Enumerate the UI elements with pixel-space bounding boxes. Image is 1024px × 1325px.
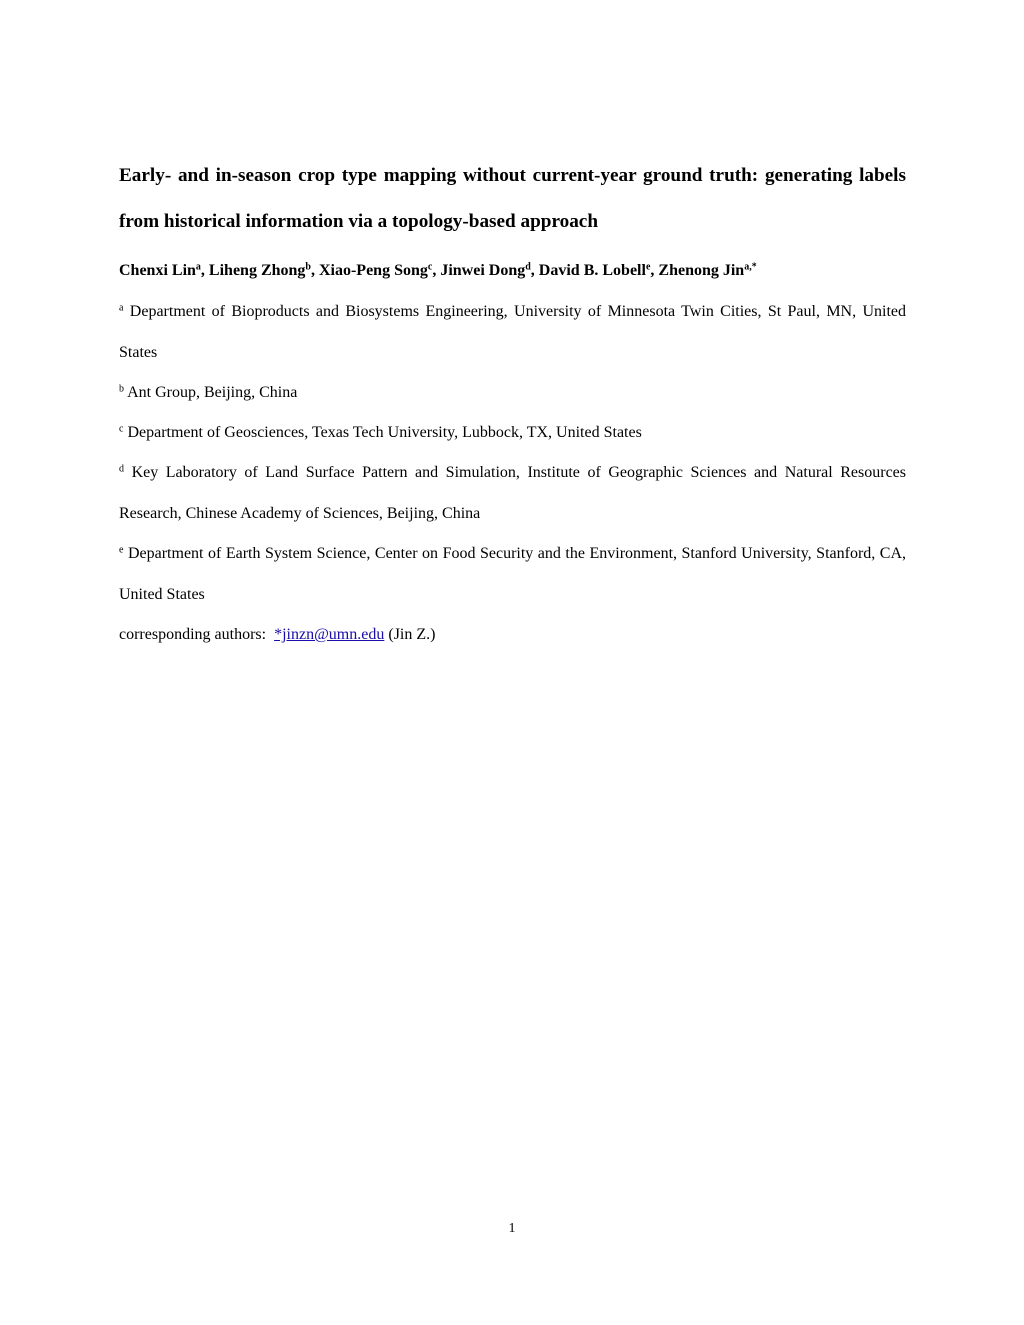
affiliation-mark: b	[119, 383, 124, 395]
affiliation-c	[119, 413, 906, 454]
affiliation-text: Department of Geosciences, Texas Tech University, Lubbock, TX, United States	[127, 424, 642, 441]
author-affiliation-mark: b	[305, 261, 311, 273]
affiliation-text: Key Laboratory of Land Surface Pattern and Simulation, Institute of Geographic Sciences and Natural Resources Research, Chinese Academy of Sciences, Beijing, China	[119, 464, 907, 522]
author-affiliation-mark: d	[525, 261, 531, 273]
author-name: Jinwei Dong	[440, 262, 526, 279]
author-name: Liheng Zhong	[208, 262, 306, 279]
corresponding-email-link[interactable]: *jinzn@umn.edu	[274, 626, 385, 643]
corresponding-label: corresponding authors:	[119, 626, 267, 643]
affiliation-text: Ant Group, Beijing, China	[127, 384, 298, 401]
affiliation-d	[119, 453, 906, 534]
affiliation-mark: c	[119, 423, 124, 435]
paper-title: Early- and in-season crop type mapping without current-year ground truth: generating labels from historical information via a topology-based approach	[119, 165, 906, 232]
author-separator: ,	[530, 262, 539, 279]
affiliation-e	[119, 534, 906, 615]
page-number: 1	[508, 1221, 516, 1236]
affiliation-a	[119, 292, 906, 373]
author-name: Zhenong Jin	[658, 262, 745, 279]
author-name: Chenxi Lin	[119, 262, 196, 279]
author-separator: ,	[200, 262, 209, 279]
author-name: Xiao-Peng Song	[318, 262, 428, 279]
author-list	[119, 259, 919, 283]
author-separator: ,	[310, 262, 319, 279]
author-affiliation-mark: a	[195, 261, 201, 273]
author-affiliation-mark: c	[427, 261, 433, 273]
affiliation-b	[119, 373, 906, 414]
affiliation-text: Department of Earth System Science, Center on Food Security and the Environment, Stanford University, Stanford, CA, United States	[119, 545, 907, 603]
author-name: David B. Lobell	[538, 262, 646, 279]
affiliation-text: Department of Bioproducts and Biosystems Engineering, University of Minnesota Twin Cities, St Paul, MN, United States	[119, 303, 906, 361]
affiliation-mark: a	[119, 302, 124, 314]
corresponding-suffix: (Jin Z.)	[388, 626, 436, 643]
corresponding-author-line	[119, 615, 435, 656]
author-separator: ,	[650, 262, 659, 279]
affiliation-mark: e	[119, 544, 124, 556]
author-affiliation-mark: e	[645, 261, 651, 273]
author-separator: ,	[432, 262, 441, 279]
author-affiliation-mark: a,*	[744, 261, 757, 273]
affiliation-mark: d	[119, 463, 124, 475]
